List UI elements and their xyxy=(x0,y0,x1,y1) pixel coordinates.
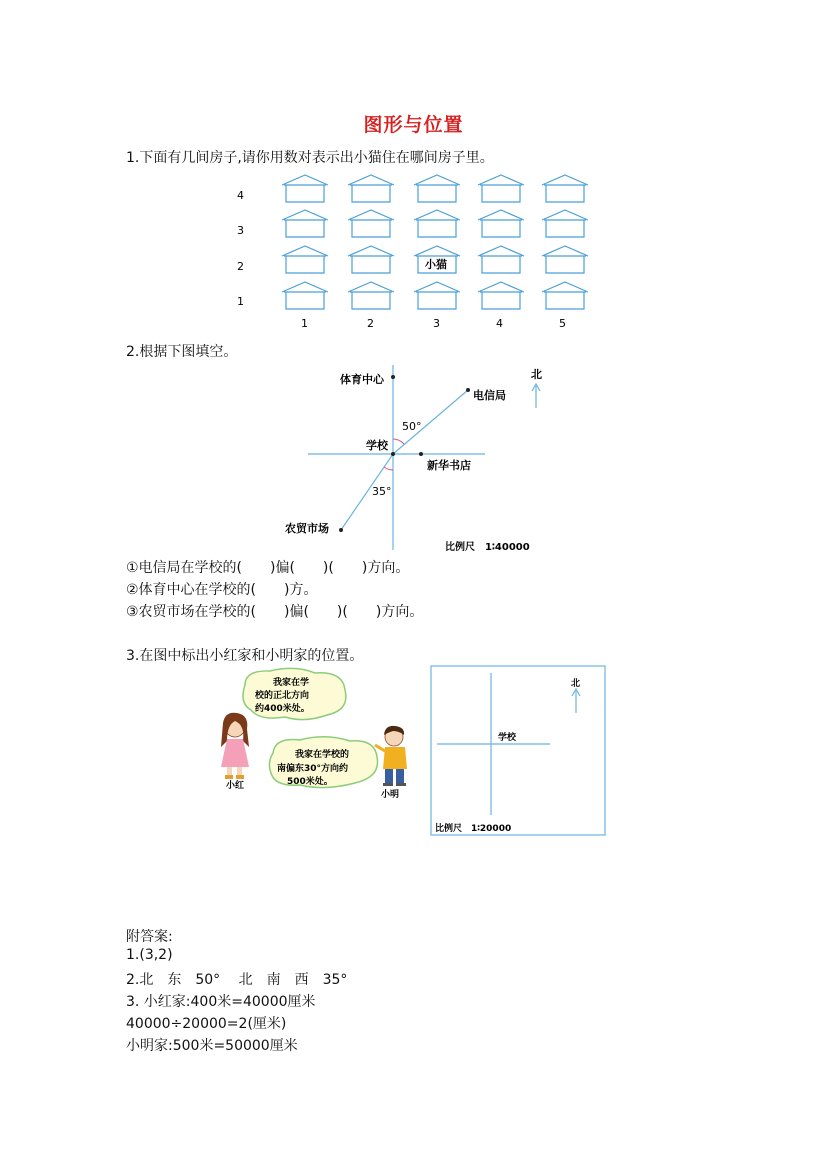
house-r4-c5 xyxy=(542,175,588,202)
angle-35-label: 35° xyxy=(372,485,392,498)
angle-arc-50 xyxy=(393,439,404,444)
answer-line-3: 3. 小红家:400米=40000厘米 xyxy=(126,994,316,1010)
house-r3-c1 xyxy=(282,210,328,237)
ming-bubble-line-1: 我家在学校的 xyxy=(295,750,350,760)
house-r1-c3 xyxy=(414,282,460,309)
blank-question-2: ②体育中心在学校的( )方。 xyxy=(126,582,318,598)
answer-line-5: 小明家:500米=50000厘米 xyxy=(126,1038,298,1054)
map-diagram-2 xyxy=(430,665,606,837)
hong-name: 小红 xyxy=(226,781,245,791)
scale-label-2: 比例尺 1∶20000 xyxy=(435,824,512,834)
x-label-1: 1 xyxy=(301,317,308,330)
map-diagram-2-svg xyxy=(430,665,606,837)
x-label-4: 4 xyxy=(496,317,503,330)
bookstore-label: 新华书店 xyxy=(427,459,471,472)
market-label: 农贸市场 xyxy=(285,522,329,535)
answer-line-4: 40000÷20000=2(厘米) xyxy=(126,1016,287,1032)
answer-line-2: 2.北 东 50° 北 南 西 35° xyxy=(126,972,348,988)
ming-figure xyxy=(375,726,407,786)
page-title: 图形与位置 xyxy=(363,114,464,136)
x-label-2: 2 xyxy=(367,317,374,330)
house-r2-c4 xyxy=(478,246,524,273)
school-dot xyxy=(391,452,395,456)
scale-label-1: 比例尺 1∶40000 xyxy=(445,542,530,553)
map-diagram-1 xyxy=(285,360,560,560)
angle-50-label: 50° xyxy=(402,420,422,433)
house-r2-c1 xyxy=(282,246,328,273)
hong-bubble-line-2: 校的正北方向 xyxy=(255,691,310,701)
answers-heading: 附答案: xyxy=(126,929,173,945)
sports-center-label: 体育中心 xyxy=(340,373,384,386)
house-r1-c2 xyxy=(348,282,394,309)
ming-bubble-line-3: 500米处。 xyxy=(287,777,333,787)
question-2-text: 2.根据下图填空。 xyxy=(126,344,238,360)
ming-name: 小明 xyxy=(381,790,400,800)
map-2-border xyxy=(431,666,605,835)
house-r1-c1 xyxy=(282,282,328,309)
map-2-school-label: 学校 xyxy=(498,733,517,743)
school-label: 学校 xyxy=(366,439,388,452)
house-grid xyxy=(228,170,608,335)
cat-label: 小猫 xyxy=(425,258,447,271)
sports-center-dot xyxy=(391,375,395,379)
north-label: 北 xyxy=(531,368,542,381)
house-r3-c4 xyxy=(478,210,524,237)
house-r4-c1 xyxy=(282,175,328,202)
hong-figure xyxy=(221,713,249,779)
characters-svg xyxy=(215,665,415,815)
house-grid-svg xyxy=(228,170,608,335)
house-r2-c5 xyxy=(542,246,588,273)
house-r1-c4 xyxy=(478,282,524,309)
x-label-3: 3 xyxy=(433,317,440,330)
blank-question-3: ③农贸市场在学校的( )偏( )( )方向。 xyxy=(126,604,424,620)
answer-line-1: 1.(3,2) xyxy=(126,947,173,963)
market-dot xyxy=(339,528,343,532)
y-label-2: 2 xyxy=(237,260,244,273)
house-r4-c2 xyxy=(348,175,394,202)
hong-bubble-line-1: 我家在学 xyxy=(273,678,310,688)
map-2-north-label: 北 xyxy=(571,679,581,689)
y-label-3: 3 xyxy=(237,224,244,237)
hong-bubble-line-3: 约400米处。 xyxy=(255,704,310,714)
ming-bubble-line-2: 南偏东30°方向约 xyxy=(277,764,349,774)
map-diagram-1-svg xyxy=(285,360,560,560)
bookstore-dot xyxy=(419,452,423,456)
angle-arc-35 xyxy=(384,467,393,470)
house-r3-c5 xyxy=(542,210,588,237)
y-label-1: 1 xyxy=(237,295,244,308)
x-label-5: 5 xyxy=(559,317,566,330)
house-r1-c5 xyxy=(542,282,588,309)
y-label-4: 4 xyxy=(237,189,244,202)
question-3-text: 3.在图中标出小红家和小明家的位置。 xyxy=(126,648,364,664)
house-r4-c3 xyxy=(414,175,460,202)
blank-question-1: ①电信局在学校的( )偏( )( )方向。 xyxy=(126,560,410,576)
house-r3-c3 xyxy=(414,210,460,237)
question-1-text: 1.下面有几间房子,请你用数对表示出小猫住在哪间房子里。 xyxy=(126,150,494,166)
house-r3-c2 xyxy=(348,210,394,237)
telecom-dot xyxy=(466,388,470,392)
telecom-label: 电信局 xyxy=(473,389,506,402)
house-r4-c4 xyxy=(478,175,524,202)
characters-illustration xyxy=(215,665,415,815)
house-r2-c2 xyxy=(348,246,394,273)
